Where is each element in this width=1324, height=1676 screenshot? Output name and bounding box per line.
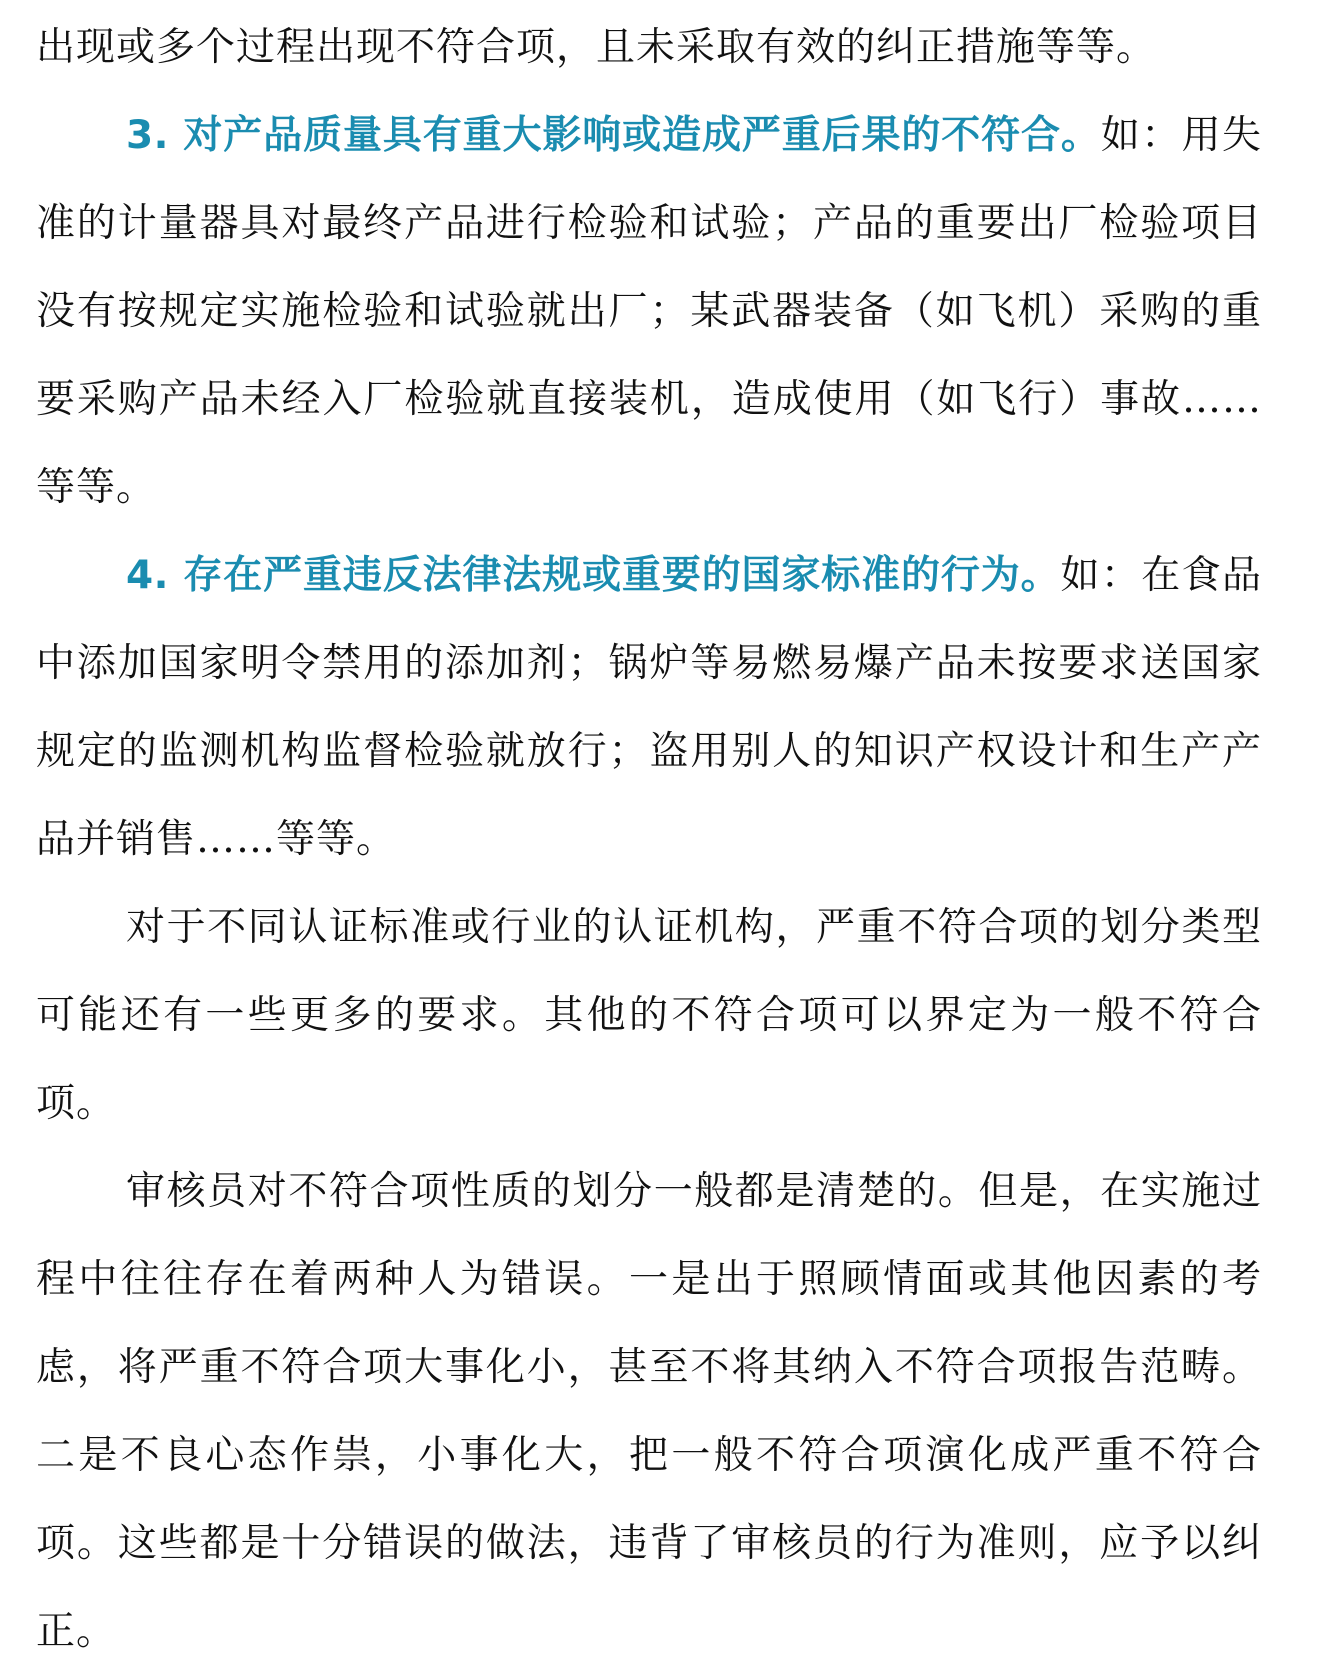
paragraph-text: 出现或多个过程出现不符合项，且未采取有效的纠正措施等等。: [36, 25, 1157, 70]
item-3-heading: 3. 对产品质量具有重大影响或造成严重后果的不符合。: [126, 113, 1101, 158]
paragraph-classification-note: [36, 884, 1262, 1148]
item-4-heading: 4. 存在严重违反法律法规或重要的国家标准的行为。: [126, 553, 1061, 598]
item-4-text: 如：在食品中添加国家明令禁用的添加剂；锅炉等易燃易爆产品未按要求送国家规定的监测机构监督检验就放行；盗用别人的知识产权设计和生产产品并销售……等等。: [36, 553, 1262, 862]
paragraph-auditor-errors: [36, 1148, 1262, 1676]
item-3-text: 如：用失准的计量器具对最终产品进行检验和试验；产品的重要出厂检验项目没有按规定实施检验和试验就出厂；某武器装备（如飞机）采购的重要采购产品未经入厂检验就直接装机，造成使用（如飞行）事故……等等。: [36, 113, 1262, 510]
paragraph-continuation: [36, 4, 1262, 92]
paragraph-text: 审核员对不符合项性质的划分一般都是清楚的。但是，在实施过程中往往存在着两种人为错误。一是出于照顾情面或其他因素的考虑，将严重不符合项大事化小，甚至不将其纳入不符合项报告范畴。二是不良心态作祟，小事化大，把一般不符合项演化成严重不符合项。这些都是十分错误的做法，违背了审核员的行为准则，应予以纠正。: [36, 1169, 1262, 1654]
paragraph-item-4: [36, 532, 1262, 884]
paragraph-item-3: [36, 92, 1262, 532]
document-page: [36, 4, 1262, 1676]
paragraph-text: 对于不同认证标准或行业的认证机构，严重不符合项的划分类型可能还有一些更多的要求。其他的不符合项可以界定为一般不符合项。: [36, 905, 1262, 1126]
